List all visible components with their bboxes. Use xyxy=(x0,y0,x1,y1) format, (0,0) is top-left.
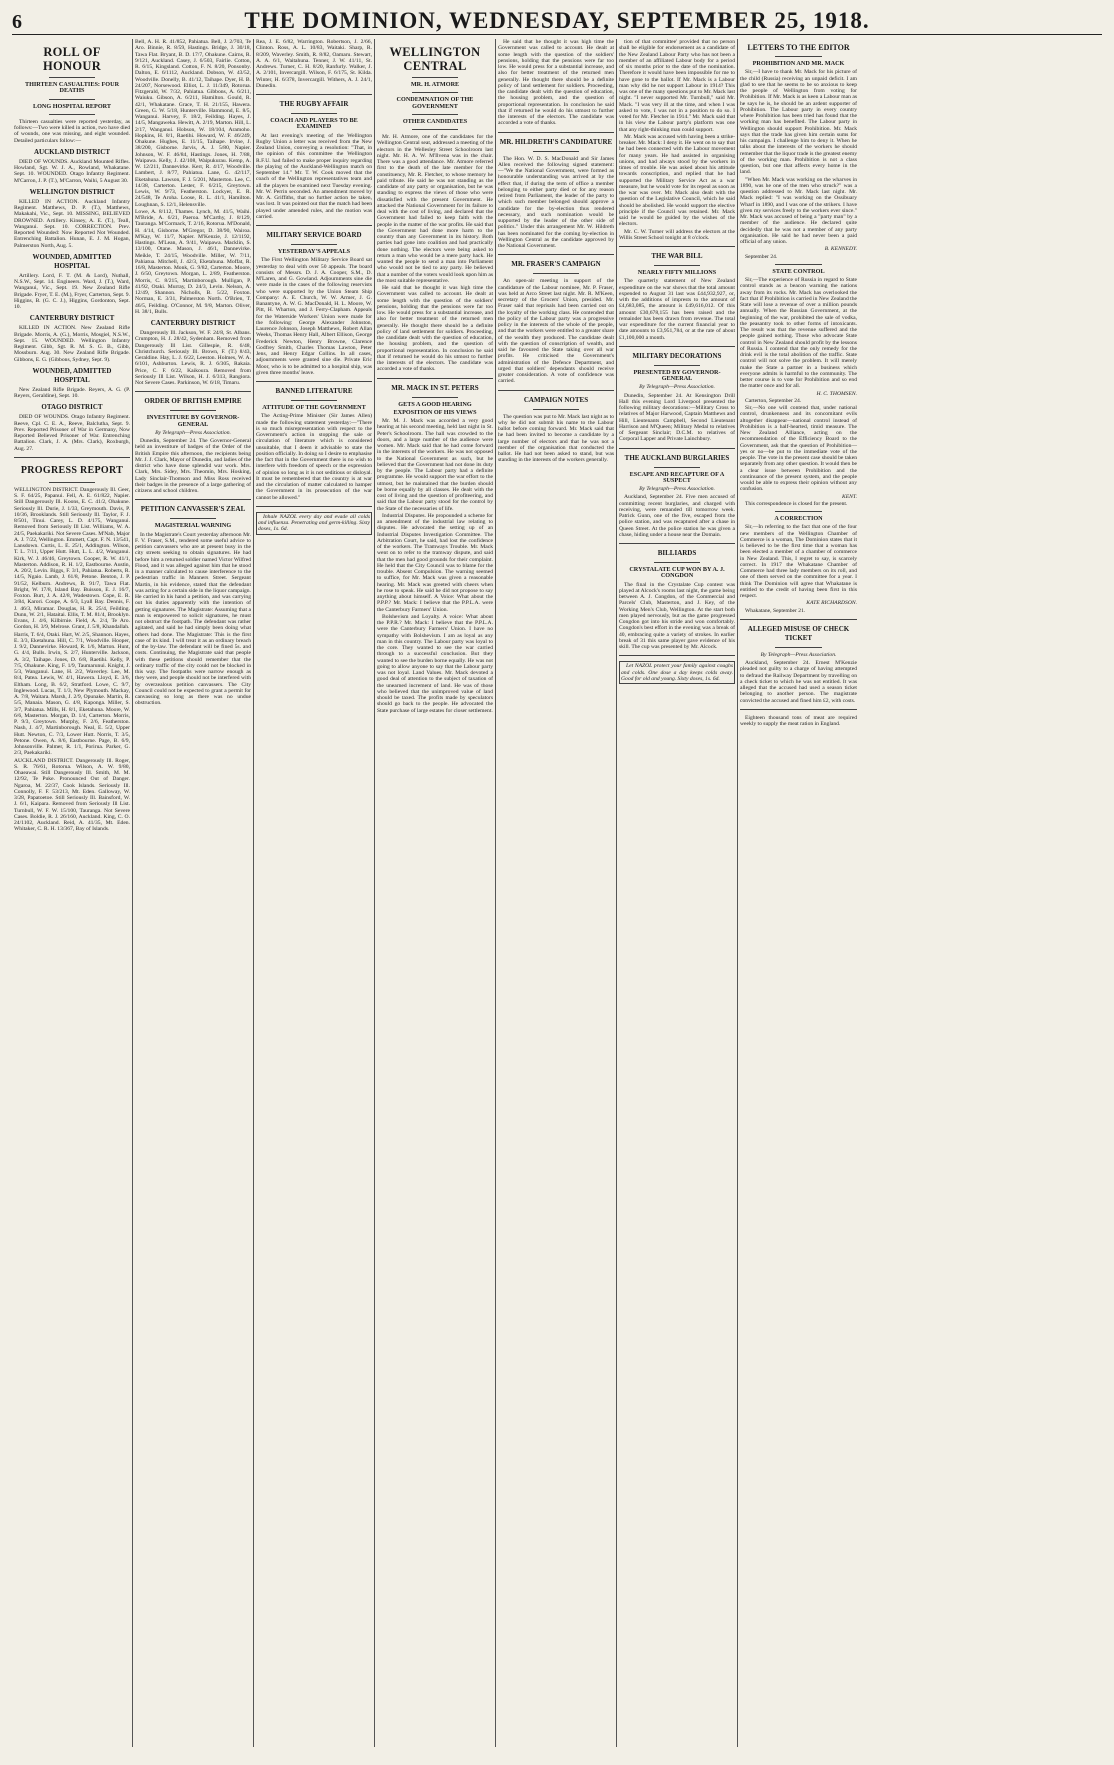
mack-body-2: Industrial Disputes. He propounded a scheme for an amendment of the industrial law relating to disputes. He advocated the setting up of an Industrial Disputes Investigation Committee. The Arbitration Court, he said, had lost the confidence of the workers. The Tramways Trouble. Mr. Mack went on to refer to the tramway dispute, and said that the men had good grounds for their complaint. He held that the City Council was to blame for the trouble. Absent Compulsion. The warning seemed to suffice, for Mr. Mack was given a reasonable hearing. Mr. Mack was greeted with cheers when he rose to speak. He said he did not propose to say anything about himself. A Voice: What about the P.P.P.? Mr. Mack: I believe that the P.P.L.A. were the Canterbury Farmers' Union. xyxy=(377,512,493,613)
letter-date: September 24. xyxy=(745,253,778,260)
atmore-subheading: MR. H. ATMORE xyxy=(410,81,460,88)
byline: By Telegraph—Press Association. xyxy=(639,384,715,391)
military-decorations-body: Dunedin, September 24. At Kensington Drill Hall this evening Lord Liverpool presented the following military decorations:—Military Cross to relatives of Major Harwood, Captain Matthews and Hill, Lieutenants Campbell, Second Lieutenant Harrison and M'Queen; Military Medal to relatives of Sergeant Sinclair; D.C.M. to relatives of Corporal Lapper and Private Lainchbury. xyxy=(619,392,735,443)
correction-subheading: A CORRECTION xyxy=(774,515,823,522)
campaign-notes-body: The question was put to Mr. Mack last night as to why he did not submit his name to the Labour ballot before coming forward. Mr. Mack said that he had been invited to become a candidate by a large number of electors and that he was not a member of the organisation that conducted the ballot. He had not been asked to stand, but was standing in the interests of the workers generally. xyxy=(498,413,614,464)
petition-heading: PETITION CANVASSER'S ZEAL xyxy=(140,505,246,514)
investiture-subheading: INVESTITURE BY GOVERNOR-GENERAL xyxy=(146,414,240,428)
editor-note: This correspondence is closed for the present. xyxy=(745,500,848,507)
rugby-heading: THE RUGBY AFFAIR xyxy=(279,100,349,108)
letter-4: Sir,—In referring to the fact that one of the four new members of the Wellington Chamber of Commerce is a woman, The Dominion states that it is believed to be the first time that a woman has been elected a member of a chamber of commerce in New Zealand. This, I regret to say, is scarcely correct. In 1917 the Whakatane Chamber of Commerce had three lady members on its roll, and one of them served on the committee for a year. I think The Dominion will agree that Whakatane is entitled to the credit of having been first in this respect. xyxy=(740,524,857,599)
petition-subheading: MAGISTERIAL WARNING xyxy=(154,522,232,530)
byline: By Telegraph—Press Association. xyxy=(760,651,837,658)
investiture-body: Dunedin, September 24. The Governor-General held an investiture of badges of the Order of the British Empire this afternoon, the recipients being Mr. J. J. Clark, Mayor of Dunedin, and ladies of the district who have done splendid war work. Mrs. Clark, Mrs. Sidey, Mrs. Theomin, Mrs. Hosking, Lady Sinclair-Thomson and Miss Ross received their badges in the presence of a large gathering of citizens and school children. xyxy=(135,438,251,494)
burglaries-body: Auckland, September 24. Five men accused of committing recent burglaries, and charged with receiving, were remanded till tomorrow week. Patrick Gunn, one of the five, escaped from the police station, and was recaptured after a chase in Queen Street. At the police station he was given a chase, hiding under a house near the Domain. xyxy=(619,494,735,538)
military-decorations-subheading: PRESENTED BY GOVERNOR-GENERAL xyxy=(633,368,721,382)
column-2 xyxy=(133,39,254,1747)
atmore-body-2: He said that he thought it was high time the Government was called to account. He dealt at some length with the question of the soldiers' pensions, holding that the pensions were far too low. He would press for a substantial increase, and also for better treatment of the returned men generally. He thought there should be a definite policy of land settlement for soldiers. Proceeding, the candidate dealt with the question of education, the housing problem, and the question of proportional representation. In conclusion he said that if returned he would do his utmost to further the interests of the electors. The candidate was accorded a vote of thanks. xyxy=(377,285,493,373)
column-6 xyxy=(617,39,738,1747)
nazol-advertisement: Inhale NAZOL every day and evade all colds and influenza. Penetrating and germ-killing. Sixty doses, 1s. 6d. xyxy=(256,512,372,535)
billiards-subheading: CRYSTALATE CUP WON BY A. J. CONGDON xyxy=(629,566,725,580)
check-ticket-heading: ALLEGED MISUSE OF CHECK TICKET xyxy=(747,624,850,642)
order-british-empire-heading: ORDER OF BRITISH EMPIRE xyxy=(144,397,242,406)
page-number: 6 xyxy=(12,11,22,33)
mack-body: Mr. M. J. Mack was accorded a very good hearing at his second meeting, held last night in St. Peter's Schoolroom. The hall was crowded to the doors, and a large number of the audience were women. Mr. Mack said that he had come forward in the interests of the workers. He was not opposed to the National Government as such, but he believed that the Government had not done its duty by the people. The Labour party had a definite programme. He would support the war effort to the utmost, but he maintained that the burden should be borne equally by all classes. He dealt with the cost of living and the question of profiteering, and said that the Labour party stood for the control by the State of the necessaries of life. xyxy=(377,418,493,512)
progress-body-2: Harris, T. 6/4, Otaki. Hart, W. 2/5, Shannon. Hayes, E. 3/3, Eketahuna. Hill, C. 7/1, Woodville. Hooper, J. 9/2, Dannevirke. Howard, R. 1/6, Marton. Hunt, G. 4/4, Bulls. Irwin, S. 2/7, Hunterville. Jackson, A. 3/2, Taihape. Jones, D. 6/8, Raetihi. Kelly, P. 7/5, Ohakune. King, F. 1/9, Taumarunui. Knight, J. 5/3, Wanganui. Lane, H. 2/2, Waverley. Lee, M. 8/4, Patea. Lewis, W. 4/1, Hawera. Lloyd, E. 3/6, Eltham. Long, B. 6/2, Stratford. Lowe, C. 9/7, Inglewood. Lucas, T. 1/3, New Plymouth. Mackay, A. 7/8, Waitara. Marsh, J. 2/9, Opunake. Martin, R. 5/5, Manaia. Mason, G. 4/8, Kaponga. Miller, S. 3/7, Pahiatua. Mills, H. 8/1, Eketahuna. Moore, W. 6/6, Masterton. Morgan, D. 1/4, Carterton. Morris, P. 9/3, Greytown. Murphy, F. 2/6, Featherston. Nash, J. 4/7, Martinborough. Neal, E. 5/2, Upper Hutt. Newton, C. 7/3, Lower Hutt. Norris, T. 3/5, Petone. Owen, A. 8/6, Eastbourne. Page, B. 6/9, Johnsonville. Palmer, R. 1/1, Porirua. Parker, G. 2/3, Paekakariki. xyxy=(14,631,130,757)
progress-body: WELLINGTON DISTRICT. Dangerously Ill. Geer, S. F. 64/25, Papanui. Fell, A. E. 61/822, Napier. Still Dangerously Ill. Koons, E. C. 41/2, Ohakune. Seriously Ill. Durie, J. 1/33, Greymouth. Davis, P. 10/36, Brooklands. Still Seriously Ill. Taylor, F. J. 8/501, Tinui. Carey, L. D. 4/175, Wanganui. Removed from Seriously Ill List. Williams, W. A. 24/5, Paekakariki. Not Severe Cases. M'Nab, Major A. J. 7/22, Wellington. Emmett, Capt. F. N. 13/541, Lansdown. Curtis, L. E. 25/1, Addington. Wilson, T. L. 7/11, Upper Hutt. Hutt, L. L. 4/2, Wanganui. Kirk, W. J. 46/46, Greytown. Cooper, R. W. 41/1, Masterton. Addison, R. H. 1/2, Eastbourne. Austin, A. 20/2, Levin. Biggs, F. 3/1, Pahiatua. Roberts, R. 14/5, Ngaio. Lamb, J. 61/8, Petone. Benton, J. P. 91/52, Kelburn. Andrews, B. 91/7, Tawa Flat. Bright, W. 17/8, Island Bay. Buisson, E. J. 16/7, Foxton. Burt, J. A. 42/8, Wadestown. Cope, E. R. 3/84, Karori. Coupe, A. 6/3, Lyall Bay. Dennis, F. J. 46/3, Miramar. Douglas, H. R. 25/4, Feilding. Dunn, W. 2/1, Hataitai. Ellis, T. M. 81/4, Brooklyn. Evans, J. 4/6, Kilbirnie. Field, A. 2/4, Te Aro. Gordon, H. 3/9, Melrose. Grant, J. 5/8, Khandallah. xyxy=(14,486,130,631)
progress-auckland: AUCKLAND DISTRICT. Dangerously Ill. Roger, S. R. 76/61, Rotorua. Wilson, A. W. 9/80, Ohaeawai. Still Dangerously Ill. Smith, M. M. 12/92, Te Puke. Pronounced Out of Danger. Ngaroa, M. 22/37, Cook Islands. Seriously Ill. Connolly, F. F. 53/213, Mt. Eden. Galloway, W. 3/28, Papatoetoe. Still Seriously Ill. Bainsford, W. J. 6/1, Kaipara. Removed from Seriously Ill List. Turnbull, W. F. W. 15/100, Tauranga. Not Severe Cases. Boldie, R. J. 26/160, Auckland. King, C. O. 24/1102, Auckland. Reid, A. 41/35, Mt. Eden. Whitaker, C. R. H. 13/367, Bay of Islands. xyxy=(14,757,130,833)
byline: By Telegraph—Press Association. xyxy=(155,429,231,436)
rugby-subheading: COACH AND PLAYERS TO BE EXAMINED xyxy=(270,117,358,131)
byline: By Telegraph—Press Association. xyxy=(639,486,715,492)
signature: B. KENNEDY. xyxy=(824,246,857,253)
mack-subheading-2: EXPOSITION OF HIS VIEWS xyxy=(393,408,477,416)
war-bill-heading: THE WAR BILL xyxy=(651,252,703,260)
canterbury-list: Dangerously Ill. Jackson, W. F. 24/8, St. Albans. Crumpton, H. J. 28/42, Sydenham. Removed from Dangerously Ill List. Gillespie, R. 6/48, Christchurch. Seriously Ill. Brown, F. (T.) 8/43, Geraldine. Hay, L. J. 6/22, Leeston. Holmes, W. A. 6/101, Ashburton. Lewis, R. J. 6/305, Rakaia. Price, C. F. 6/22, Kaikoura. Removed from Seriously Ill List. Wilson, H. J. 6/313, Rangiora. Not Severe Cases. Parkinson, W. 6/18, Timaru. xyxy=(135,330,251,386)
msb-body: The First Wellington Military Service Board sat yesterday to deal with over 50 appeals. The board consists of Messrs. D. J. A. Cooper, S.M., D. M'Laren, and G. Gowland. Adjournments sine die were made in the cases of the following reservists who were supported by the Union Steam Ship Company: A. E. Church, W. W. Armer, J. G. Banantyne, A. W. G. MacDonald, H. L. Moore, W. Pitt, H. Wharton, and J. Ferry-Clapham. Appeals for the Waterside Workers' Union were made for the following: George Alexander Johnston, Laurence Johnson, Joseph Matthews, Robert Allan Weeks, Thomas Henry Hall, Albert Ellison, George Frederick Newton, Henry Browne, Clarence Godfrey Smith, Charles Thomas Lawton, Peter Jens, and Henry Edgar Collins. In all cases, adjournments were granted sine die. Private Eric Moor, who is to be admitted to a hospital ship, was given three months' leave. xyxy=(256,257,372,376)
canterbury-heading: CANTERBURY DISTRICT xyxy=(150,319,236,327)
letter-3: Sir,—No one will contend that, under national control, drunkenness and its concomitant evils altogether disappear—national control instead of Prohibition is a half-hearted, timid measure. The New Zealand Alliance, acting on the recommendation of the Efficiency Board to the Government, ask that the question of Prohibition—yes or no—be put to the immediate vote of the people. The vote in the present case should be taken separately from any other question. It would then be a clear issue between Prohibition and the continuance of the present system, and the people would be able to express their opinion without any confusion. xyxy=(740,405,857,493)
prohibition-subheading: PROHIBITION AND MR. MACK xyxy=(752,60,845,67)
roll-section-body: DIED OF WOUNDS. Otago Infantry Regiment. Reeve, Cpl. C. E. A., Reeve, Balclutha, Sept. 9. Prev. Reported Prisoner of War in Germany, Now Reported Believed Prisoner of War. Entrenching Battalion. Clark, J. A. (Mrs. Clark), Roxburgh, Aug. 27. xyxy=(14,414,130,452)
letter-1b: "When Mr. Mack was working on the wharves in 1890, was he one of the men who struck?" was a question addressed to Mr. Mack last night. Mr. Mack replied: "I was working on the Ossibuary Wharf in 1890, and I was one of the strikers. I have given my services freely to the workers ever since." Mr. Mack was accused of being a "party man" by a member of the audience. He declared quite decidedly that he was not a member of any party organisation. He said he had never been a paid official of any union. xyxy=(740,176,857,245)
column-3 xyxy=(254,39,375,1747)
rugby-body: At last evening's meeting of the Wellington Rugby Union a letter was received from the New Zealand Union, conveying a resolution: "That, in the opinion of this committee the Wellington R.F.U. had failed to make proper inquiry regarding the playing of the Auckland-Wellington match on September 14." Mr. T. W. Cook moved that the coach of the Wellington representatives team and all the players be examined next Tuesday evening. Mr. W. Perrin seconded. An amendment moved by Mr. A. Griffiths, that no further action be taken, was lost. It was pointed out that the match had been played under amended rules, and the motion was carried. xyxy=(256,132,372,220)
atmore-body: Mr. H. Atmore, one of the candidates for the Wellington Central seat, addressed a meeting of the electors in the Wellesley Street Schoolroom last night. Mr. H. A. W. M'Ilvena was in the chair. There was a good attendance. Mr. Atmore referred first to the death of the late member for the constituency, Mr. R. Fletcher, to whose memory he paid tribute. He said he was not standing as the candidate of any party or organisation, but he was standing to express the views of those who were dissatisfied with the present Government. He attacked the National Government for its failure to deal with the cost of living, and declared that the Government had failed to keep faith with the people in the matter of the war profits. He said that the Government had done more harm to the country than any Government in its history. Both parties had gone into coalition and had practically done nothing. The electors were being asked to return a man who would be a mere party hack. He wanted the people to send a man into Parliament who would not be tied to any party. He believed that a number of the voters would look upon him as the most suitable representative. xyxy=(377,134,493,284)
condemnation-subheading: CONDEMNATION OF THE GOVERNMENT xyxy=(396,96,474,110)
roll-section-body: DIED OF WOUNDS. Auckland Mounted Rifles. Howland, Sgt. W. J. A., Rowland, Whakatane. Sept. 10. WOUNDED. Otago Infantry Regiment. M'Carron, J. P. (T.), M'Carron, Waihi, 5 August 30. xyxy=(14,158,130,184)
continued-text: He said that he thought it was high time the Government was called to account. He dealt at some length with the question of the soldiers' pensions, holding that the pensions were far too low. He would press for a substantial increase, and also for better treatment of the returned men generally. He thought there should be a definite policy of land settlement for soldiers. Proceeding, the candidate dealt with the question of education, the housing problem, and the question of proportional representation. In conclusion he said that if returned he would do his utmost to further the interests of the electors. The candidate was accorded a vote of thanks. xyxy=(498,39,614,127)
other-candidates-subheading: OTHER CANDIDATES xyxy=(402,117,468,125)
petition-body: In the Magistrate's Court yesterday afternoon Mr. F. V. Fraser, S.M., tendered some useful advice to petition canvassers who are at present busy in the city streets seeking to obtain signatures. He had before him a returned soldier named Victor Wilfred Flood, and it was alleged against him that he stood in a manner calculated to cause interference to the pedestrian traffic in Manners Street. Sergeant Martin, in his evidence, stated that the defendant was acting for a certain side in the liquor campaign. He carried in his hand a petition, and was carrying out his duties apparently with the intention of getting signatures. The Magistrate: Assuming that a man is empowered to solicit signatures, he must not obstruct the footpath. The defendant was rather agitated, and said he had simply been doing what others had done. The Magistrate: This is the first case of its kind. I will treat it as an ordinary breach of the by-law. The defendant will be fined 5s. and costs. Continuing, the Magistrate said that people with these petitions should remember that the ordinary traffic of the city could not be blocked in this way. The footpaths were narrow enough as they were, and people should not be interfered with by overzealous petition canvassers. The City Council could not be expected to grant a permit for canvassing so long as there was no undue obstruction. xyxy=(135,531,251,707)
check-ticket-body: Auckland, September 24. Ernest M'Kenzie pleaded not guilty to a charge of having attempted to defraud the Railway Department by travelling on a check ticket to which he was not entitled. It was alleged that the accused had used a season ticket belonging to another person. The magistrate convicted the accused and fined him £2, with costs. xyxy=(740,660,857,704)
column-4 xyxy=(375,39,496,1747)
signature: KENT. xyxy=(842,493,857,500)
wellington-central-heading: WELLINGTON CENTRAL xyxy=(389,45,481,73)
banned-literature-heading: BANNED LITERATURE xyxy=(275,387,353,395)
fraser-body: An open-air meeting in support of the candidature of the Labour nominee, Mr. P. Fraser, was held at Arco Street last night. Mr. R. M'Keen, secretary of the Grocers' Union, presided. Mr. Fraser said that reprisals had been carried out on the loyalty of the working class. He contended that the policy of the Labour party was a progressive policy in the interests of the whole of the people, and that the workers were entitled to a greater share of the wealth they produced. The candidate dealt with the question of conscription of wealth, and said he favoured the State taking over all war profits. He criticised the Government's administration of the Defence Department, and urged that soldiers' dependants should receive greater consideration. A vote of confidence was carried. xyxy=(498,278,614,385)
military-decorations-heading: MILITARY DECORATIONS xyxy=(632,351,722,360)
roll-section-body: New Zealand Rifle Brigade. Reyers, A. G. (P. Reyers, Geraldine), Sept. 10. xyxy=(14,386,130,399)
roll-section-head: WELLINGTON DISTRICT xyxy=(29,187,115,196)
letter-date: Whakatane, September 21. xyxy=(745,607,806,614)
billiards-heading: BILLIARDS xyxy=(657,549,697,557)
roll-section-head: OTAGO DISTRICT xyxy=(41,403,103,412)
newspaper-title: THE DOMINION, WEDNESDAY, SEPTEMBER 25, 1918. xyxy=(244,8,870,33)
column-5 xyxy=(496,39,617,1747)
military-service-board-heading: MILITARY SERVICE BOARD xyxy=(266,231,362,239)
signature: H. C. THOMSEN. xyxy=(816,390,857,397)
hildreth-heading: MR. HILDRETH'S CANDIDATURE xyxy=(499,137,613,146)
roll-section-head: AUCKLAND DISTRICT xyxy=(33,147,111,156)
banned-literature-body: The Acting-Prime Minister (Sir James Allen) made the following statement yesterday:—"There is so much misrepresentation with respect to the Government's action in stopping the sale or circulation of literature which is considered unsuitable, that I deem it advisable to state the position officially. In doing so I desire to emphasise the fact that in the Government there is no wish to interfere with freedom of speech or the expression of opinion so long as it is not seditious or disloyal. It must be remembered that the country is at war and the circulation of matter calculated to hamper the Government in its prosecution of the war cannot be allowed." xyxy=(256,413,372,501)
hospital-report-heading: LONG HOSPITAL REPORT xyxy=(32,102,112,110)
roll-intro: Thirteen casualties were reported yesterday, as follows:—Two were killed in action, two have died of wounds, one was missing, and eight wounded. Detailed particulars follow:— xyxy=(14,118,130,144)
column-1 xyxy=(12,39,133,1747)
burglaries-subheading: ESCAPE AND RECAPTURE OF A SUSPECT xyxy=(629,470,725,484)
roll-of-honour-heading: ROLL OF HONOUR xyxy=(42,45,102,73)
progress-report-heading: PROGRESS REPORT xyxy=(20,464,124,476)
roll-section-head: WOUNDED, ADMITTED HOSPITAL xyxy=(32,252,112,270)
roll-section-body: Artillery. Lord, F. T. (M. & Lord), Nuthall, N.S.W., Sept. 14. Engineers. Ward, J. (T.), Ward, Wanganui, Vic., Sept. 19. New Zealand Rifle Brigade. Fryer, T. E. (M.), Fryer, Carterton, Sept. 9. Higgins, B. (G. C. J.), Higgins, Gordonton, Sept. 10. xyxy=(14,272,130,310)
column-7 xyxy=(738,39,859,1747)
casualty-list-2: Lowe, A. 8/112, Thames. Lynch, M. 41/5, Waihi. M'Bride, A. 6/21, Paeroa. M'Carthy, J. 8/129, Tauranga. M'Cormack, T. 2/16, Rotorua. M'Donald, H. 4/14, Gisborne. M'Gregor, D. 38/90, Wairoa. M'Kay, W. 11/7, Napier. M'Kenzie, J. 12/1192, Hastings. M'Lean, A. 9/41, Waipawa. Macklin, S. 13/100, Otane. Mason, J. 46/1, Dannevirke. Meikle, T. 24/15, Woodville. Miller, W. 7/11, Pahiatua. Mitchell, J. 42/3, Eketahuna. Moffat, R. 16/8, Masterton. Monk, G. 9/82, Carterton. Moore, J. 6/50, Greytown. Morgan, L. 2/89, Featherston. Morris, C. 8/215, Martinborough. Mulligan, P. 41/92, Otaki. Murray, D. 24/3, Levin. Nelson, A. 12/49, Shannon. Nicholls, B. 5/22, Foxton. Norman, E. 3/31, Palmerston North. O'Brien, T. 46/5, Feilding. O'Connor, M. 9/8, Marton. Oliver, H. 38/1, Bulls. xyxy=(135,208,251,315)
banned-literature-subheading: ATTITUDE OF THE GOVERNMENT xyxy=(262,404,366,411)
roll-subheading: THIRTEEN CASUALTIES: FOUR DEATHS xyxy=(24,81,120,95)
war-bill-body: The quarterly statement of New Zealand expenditure on the war shows that the total amount expended to August 31 last was £44,932,927, or, with the additions of imprests to the amount of £4,683,085, the amount is £49,616,012. Of this amount £30,678,155 has been raised and the remainder has been drawn from revenue. The total war expenditure for the current financial year to date amounts to £3,951,784, or at the rate of about £1,100,000 a month. xyxy=(619,278,735,341)
letter-date: Carterton, September 24. xyxy=(745,397,802,404)
casualty-list: Bell, A. H. R. 41/852, Pahiatua. Bell, J. 2/703, Te Aro. Binnie, R. 8/59, Hastings. Bridge, J. 30/18, Tawa Flat. Bryant, B. D. 17/7, Ohakune. Cairns, R. 9/121, Auckland. Casey, J. 6/503, Fairlie. Cotton, R. 6/15, Kingsland. Cotton, F. N. 8/20, Ponsonby. Dalton, E. 6/1112, Auckland. Dobson, W. 43/52, Woodville. Donelly, B. 41/12, Taihape. Dyer, H. B. 24/207, Norsewood. Elliot, L. J. 11/349, Rotorua. Fitzgerald, W. 7/32, Pahiatua. Gibbons, A. 6/211, Waiuku. Gibson, A. 6/211, Hamilton. Gould, R. 42/1, Whakatane. Grace, T. H. 21/155, Hawera. Green, G. W. 5/18, Hunterville. Hammond, E. 8/5, Wanganui. Harvey, F. 18/2, Feilding. Hayes, J. 14/5, Mangaweka. Hewitt, A. 2/19, Marton. Hill, L. 2/17, Wanganui. Hobson, W. 18/104, Aramoho. Hopkins, H. 8/1, Raetihi. Howard, W. F. 46/249, Ohakune. Hughes, E. 11/15, Taihape. Irvine, J. 38/200, Gisborne. Jarvis, A. J. 5/80, Napier. Johnson, W. F. 46/84, Hastings. Jones, H. 7/88, Waipawa. Kelly, J. 42/108, Waipukurau. Kemp, A. W. 12/211, Dannevirke. Kerr, R. 4/17, Woodville. Lambert, J. 8/77, Pahiatua. Lane, G. 42/117, Eketahuna. Lawson, F. J. 5/201, Masterton. Lee, C. 14/38, Carterton. Lester, F. 6/215, Greytown. Lewis, W. 9/73, Featherston. Lockyer, E. R. 24/548, Te Aroha. Loose, R. L. 41/1, Hamilton. Loughnan, S. 12/1, Helensville. xyxy=(135,39,251,208)
roll-section-head: WOUNDED, ADMITTED HOSPITAL xyxy=(32,366,112,384)
signature: KATE RICHARDSON. xyxy=(806,600,857,607)
newspaper-page xyxy=(12,6,1102,1751)
turner-notice: Mr. C. W. Turner will address the electors at the Willis Street School tonight at 8 o'clock. xyxy=(619,228,735,241)
nazol-advertisement: Let NAZOL protect your family against coughs and colds. One dose a day keeps colds away. Good for old and young. Sixty doses, 1s. 6d. xyxy=(619,661,735,684)
war-bill-subheading: NEARLY FIFTY MILLIONS xyxy=(637,269,717,276)
strike-body: Mr. Mack was accused with having been a strike-breaker. Mr. Mack: I deny it. He went on to say that he had been connected with the Labour movement for many years. He had assisted in organising unions, and had always stood by the workers in times of trouble. He was asked about his attitude towards conscription, and replied that he had supported the Military Service Act as a war measure, but he would vote for its repeal as soon as the war was over. Mr. Mack also dealt with the question of the Legislative Council, which he said should be abolished. He would support the elective principle if the Council was retained. Mr. Mack said he would be guided by the wishes of the electors. xyxy=(619,133,735,228)
auckland-burglaries-heading: THE AUCKLAND BURGLARIES xyxy=(624,453,730,462)
columns xyxy=(12,39,1102,1747)
honours-list: Rea, J. E. 6/82, Warrington. Robertson, J. 2/66, Clinton. Ross, A. L. 10/83, Waitaki. Sharp, R. 8/209, Waverley. Smith, R. 8/82, Oamaru. Stewart, A. A. 6/1, Waitahuna. Tenner, J. W. 41/11, St. Andrews. Turner, C. H. 8/20, Ranfurly. Walker, J. A. 2/101, Invercargill. Wilson, F. 6/175, St. Kilda. Winter, H. 6/378, Invercargill. Withers, A. J. 24/1, Dunedin. xyxy=(256,39,372,89)
state-control-subheading: STATE CONTROL xyxy=(772,267,825,275)
campaign-notes-heading: CAMPAIGN NOTES xyxy=(523,395,589,404)
masthead xyxy=(12,6,1102,35)
roll-section-head: CANTERBURY DISTRICT xyxy=(29,314,115,323)
roll-section-body: KILLED IN ACTION. Auckland Infantry Regiment. Matthews, D. P. (T.), Matthews, Makakahi, Vic., Sept. 10. MISSING, BELIEVED DROWNED. Artillery. Kinsey, A. E. (T.), Teall, Wanganui. Sept. 10. CORRECTION. Prev. Reported Wounded: Now Reported Not Wounded. Entrenching Battalion. Hunan, E. J. M. Hogan, Palmerston North, Aug. 5. xyxy=(14,198,130,249)
billiards-body: The final in the Crystalate Cup contest was played at Alcock's rooms last night, the game being between A. J. Congdon, of the Commercial and Parcels' Club, Masterton, and J. Key, of the Working Men's Club, Wellington. At the start both men played nervously, but as the game progressed Congdon got into his stride and won comfortably. Congdon's best effort in the evening was a break of 40, embracing quite a variety of strokes. In earlier break of 31 this same player gave evidence of his skill. The cup was presented by Mr. Alcock. xyxy=(619,581,735,650)
mack-heading: MR. MACK IN ST. PETERS xyxy=(391,383,479,392)
mack-body-3: Bolshevism and Loyalty. A voice: What about the P.P.R.? Mr. Mack: I believe that the P.P.L.A. were the Canterbury Farmers' Union. I have no sympathy with Bolshevism. I am as loyal as any man in this country. The Labour party was loyal to the core. They wanted to see the war carried through to a successful conclusion. But they wanted to see the burden borne equally. He was not going to allow anyone to say that the Labour party was not loyal. Land Values. Mr. Mack devoted a good deal of attention to the subject of taxation of the unearned increment of land. He was of those who believed that the unimproved value of land should be taxed. The profits made by speculators should go back to the people. He advocated the State purchase of large estates for closer settlement. xyxy=(377,613,493,714)
campaign-body: tion of that committee' provided that no person shall be eligible for endorsement as a candidate of the New Zealand Labour Party who has not been a member of an affiliated Labour body for a period of six months prior to the date of the nomination. Therefore it would have been impossible for me to have gone to the ballot. If Mr. Mack is a Labour man why did he not support Labour in 1914? This was one of the many questions put to Mr. Mack last night. "I never supported Mr. Turnbull," said Mr. Mack. "I was very ill at the time, and when I was asked to vote, I was not in a position to do so. I voted for Mr. Fletcher in 1914." Mr. Mack said that in his view the Labour party's platform was one that any right-thinking man could support. xyxy=(619,39,735,133)
mack-subheading: GETS A GOOD HEARING xyxy=(398,400,472,408)
letter-1: Sir,—I have to thank Mr. Mack for his picture of the child (Russia) receiving an unpaid deficit. I am glad to see that he seems to be so anxious to keep the people of Wellington from voting for Prohibition. If Mr. Mack is as keen a Labour man as he says he is, he should be an ardent supporter of Prohibition. The Labour party in every country where Prohibition has been tried has found that the working man has benefited. The Labour party in Wellington should support Prohibition. Mr. Mack says that the trade has given him certain sums for his campaign. I challenge him to deny it. When he talks about the interests of the workers he should remember that the liquor trade is the greatest enemy of the working man. Prohibition is not a class question, but one that affects every home in the land. xyxy=(740,69,857,176)
letter-2: Sir,—The experience of Russia in regard to State control stands as a beacon warning the nations away from its rocks. Mr. Mack has overlooked the fact that if Prohibition is carried in New Zealand the State will lose a revenue of over a million pounds annually. When the Russian Government, at the beginning of the war, prohibited the sale of vodka, the peasantry took to other forms of intoxicants. The result was that the revenue suffered and the people gained nothing. Those who advocate State control in New Zealand should profit by the lessons of Russia. I contend that the only remedy for the drink evil is the total abolition of the traffic. State control will not solve the problem. It will merely make the State a partner in a business which everyone admits is harmful to the community. The better course is to vote for Prohibition and so end the matter once and for all. xyxy=(740,277,857,390)
roll-section-body: KILLED IN ACTION. New Zealand Rifle Brigade. Morris, A. (G.), Morris, Mosgiel, N.S.W., Sept. 15. WOUNDED. Wellington Infantry Regiment. Gibb, Sgt. R. M. S. G. B., Gibb, Mossburn. Aug. 30. New Zealand Rifle Brigade. Gibbons, E. G. (Gibbons, Sydney, Sept. 9). xyxy=(14,325,130,363)
letters-heading: LETTERS TO THE EDITOR xyxy=(747,43,850,52)
hildreth-body: The Hon. W. D. S. MacDonald and Sir James Allen received the following signed statement:—"We the National Government, were formed as honourable understanding was arrived at by the effect that, if during the term of office a member belonging to either party died or for any reason retired from Parliament, the leader of the party to which such member belonged should approve a candidate for the by-election thus rendered necessary, and such nomination would be supported by the leader of the other side of politics." Under this arrangement Mr. W. Hildreth has been nominated for the coming by-election in Wellington Central as the candidate approved by the National Government. xyxy=(498,155,614,249)
fraser-heading: MR. FRASER'S CAMPAIGN xyxy=(511,260,601,269)
msb-subheading: YESTERDAY'S APPEALS xyxy=(277,248,351,255)
meat-ration-note: Eighteen thousand tons of meat are required weekly to supply the meat ration in England. xyxy=(740,714,857,727)
